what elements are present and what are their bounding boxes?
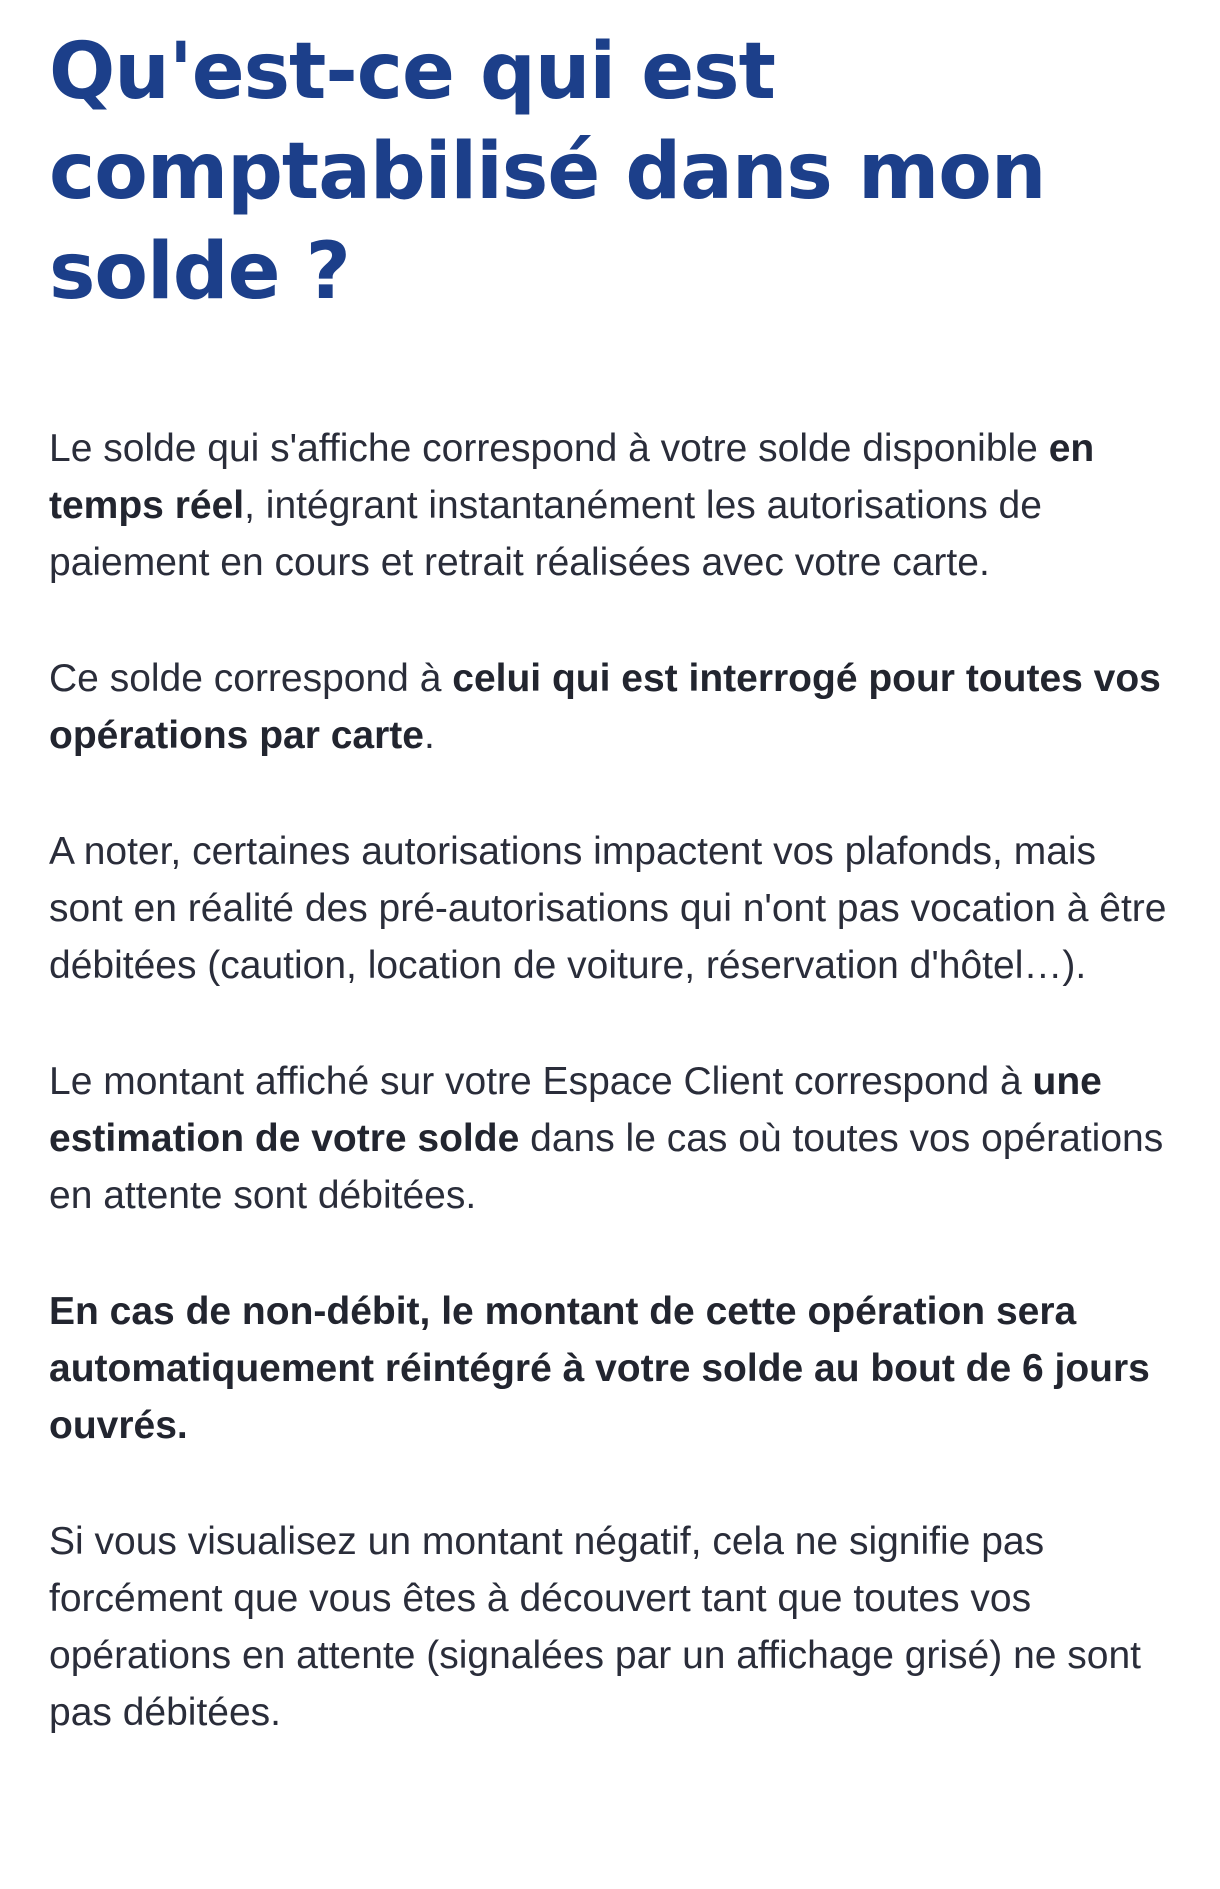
paragraph-4 bbox=[49, 1053, 1179, 1224]
paragraph-text: . bbox=[423, 714, 435, 757]
emphasis-text: celui qui est interrogé pour toutes vos opérations par carte bbox=[49, 657, 1161, 757]
paragraph-5 bbox=[49, 1283, 1179, 1454]
faq-article bbox=[49, 0, 1179, 1800]
emphasis-text: en temps réel bbox=[49, 427, 1095, 527]
paragraph-6 bbox=[49, 1513, 1179, 1741]
emphasis-text: En cas de non-débit, le montant de cette opération sera automatiquement réintégré à votre solde au bout de 6 jours ouvrés. bbox=[49, 1290, 1150, 1447]
paragraph-text: Ce solde correspond à bbox=[49, 657, 453, 700]
paragraph-text: dans le cas où toutes vos opérations en attente sont débitées. bbox=[49, 1117, 1164, 1217]
paragraph-text: Si vous visualisez un montant négatif, cela ne signifie pas forcément que vous êtes à découvert tant que toutes vos opérations en attente (signalées par un affichage grisé) ne sont pas débitées. bbox=[49, 1520, 1141, 1734]
paragraph-text: Le solde qui s'affiche correspond à votre solde disponible bbox=[49, 427, 1049, 470]
paragraph-2 bbox=[49, 650, 1179, 764]
article-body bbox=[49, 420, 1179, 1741]
paragraph-3 bbox=[49, 823, 1179, 994]
paragraph-text: Le montant affiché sur votre Espace Client correspond à bbox=[49, 1060, 1033, 1103]
paragraph-text: , intégrant instantanément les autorisations de paiement en cours et retrait réalisées avec votre carte. bbox=[49, 484, 1042, 584]
paragraph-text: A noter, certaines autorisations impactent vos plafonds, mais sont en réalité des pré-autorisations qui n'ont pas vocation à être débitées (caution, location de voiture, réservation d'hôtel…). bbox=[49, 830, 1167, 987]
paragraph-1 bbox=[49, 420, 1179, 591]
page-title: Qu'est-ce qui est comptabilisé dans mon solde ? bbox=[49, 27, 1046, 317]
emphasis-text: une estimation de votre solde bbox=[49, 1060, 1102, 1160]
